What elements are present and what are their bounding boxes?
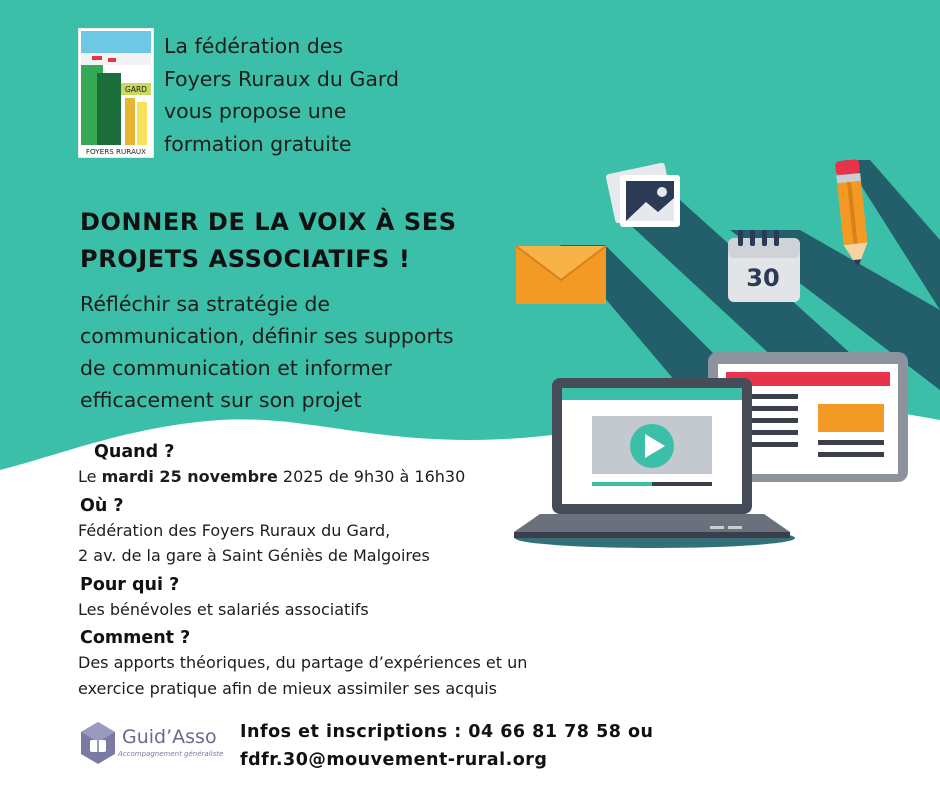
subtitle-line: communication, définir ses supports xyxy=(80,324,454,348)
logo-gard-text: GARD xyxy=(125,85,147,94)
guid-asso-name: Guid’Asso xyxy=(122,726,217,748)
calendar-icon xyxy=(728,230,800,302)
title-line: PROJETS ASSOCIATIFS ! xyxy=(80,245,411,273)
laptop-icon xyxy=(514,378,790,538)
guid-asso-logo xyxy=(78,720,238,770)
photo-icon xyxy=(605,162,680,227)
subtitle-line: efficacement sur son projet xyxy=(80,388,362,412)
where-line: 2 av. de la gare à Saint Géniès de Malgoires xyxy=(78,546,430,565)
contact-info xyxy=(240,718,654,774)
method-line: Des apports théoriques, du partage d’expériences et un xyxy=(78,653,528,672)
audience-heading: Pour qui ? xyxy=(80,575,180,595)
guid-asso-hexagon-icon xyxy=(78,720,118,768)
intro-text xyxy=(164,30,484,160)
when-suffix: 2025 de 9h30 à 16h30 xyxy=(277,467,466,486)
communication-illustration xyxy=(500,150,940,560)
guid-asso-tagline: Accompagnement généraliste xyxy=(118,750,224,758)
method-line: exercice pratique afin de mieux assimiler ses acquis xyxy=(78,679,498,698)
calendar-day: 30 xyxy=(746,264,780,292)
training-title xyxy=(80,204,457,278)
subtitle-line: Réfléchir sa stratégie de xyxy=(80,292,330,316)
intro-line: Foyers Ruraux du Gard xyxy=(164,66,399,91)
where-heading: Où ? xyxy=(80,496,124,516)
audience-line: Les bénévoles et salariés associatifs xyxy=(78,600,369,619)
contact-email-link[interactable]: fdfr.30@mouvement-rural.org xyxy=(240,750,548,770)
subtitle-line: de communication et informer xyxy=(80,356,392,380)
intro-line: vous propose une xyxy=(164,99,347,123)
when-date: mardi 25 novembre xyxy=(101,467,278,486)
when-prefix: Le xyxy=(78,467,102,486)
title-line: DONNER DE LA VOIX À SES xyxy=(80,208,457,236)
contact-phone-line: Infos et inscriptions : 04 66 81 78 58 ou xyxy=(240,722,654,742)
method-heading: Comment ? xyxy=(80,628,191,648)
when-heading: Quand ? xyxy=(94,442,175,462)
when-text xyxy=(78,464,465,489)
foyers-ruraux-logo xyxy=(78,28,154,158)
where-line: Fédération des Foyers Ruraux du Gard, xyxy=(78,521,391,540)
intro-line: formation gratuite xyxy=(164,131,352,156)
intro-line: La fédération des xyxy=(164,34,344,58)
logo-foyers-text: FOYERS RURAUX xyxy=(85,147,147,156)
training-description xyxy=(80,288,530,416)
